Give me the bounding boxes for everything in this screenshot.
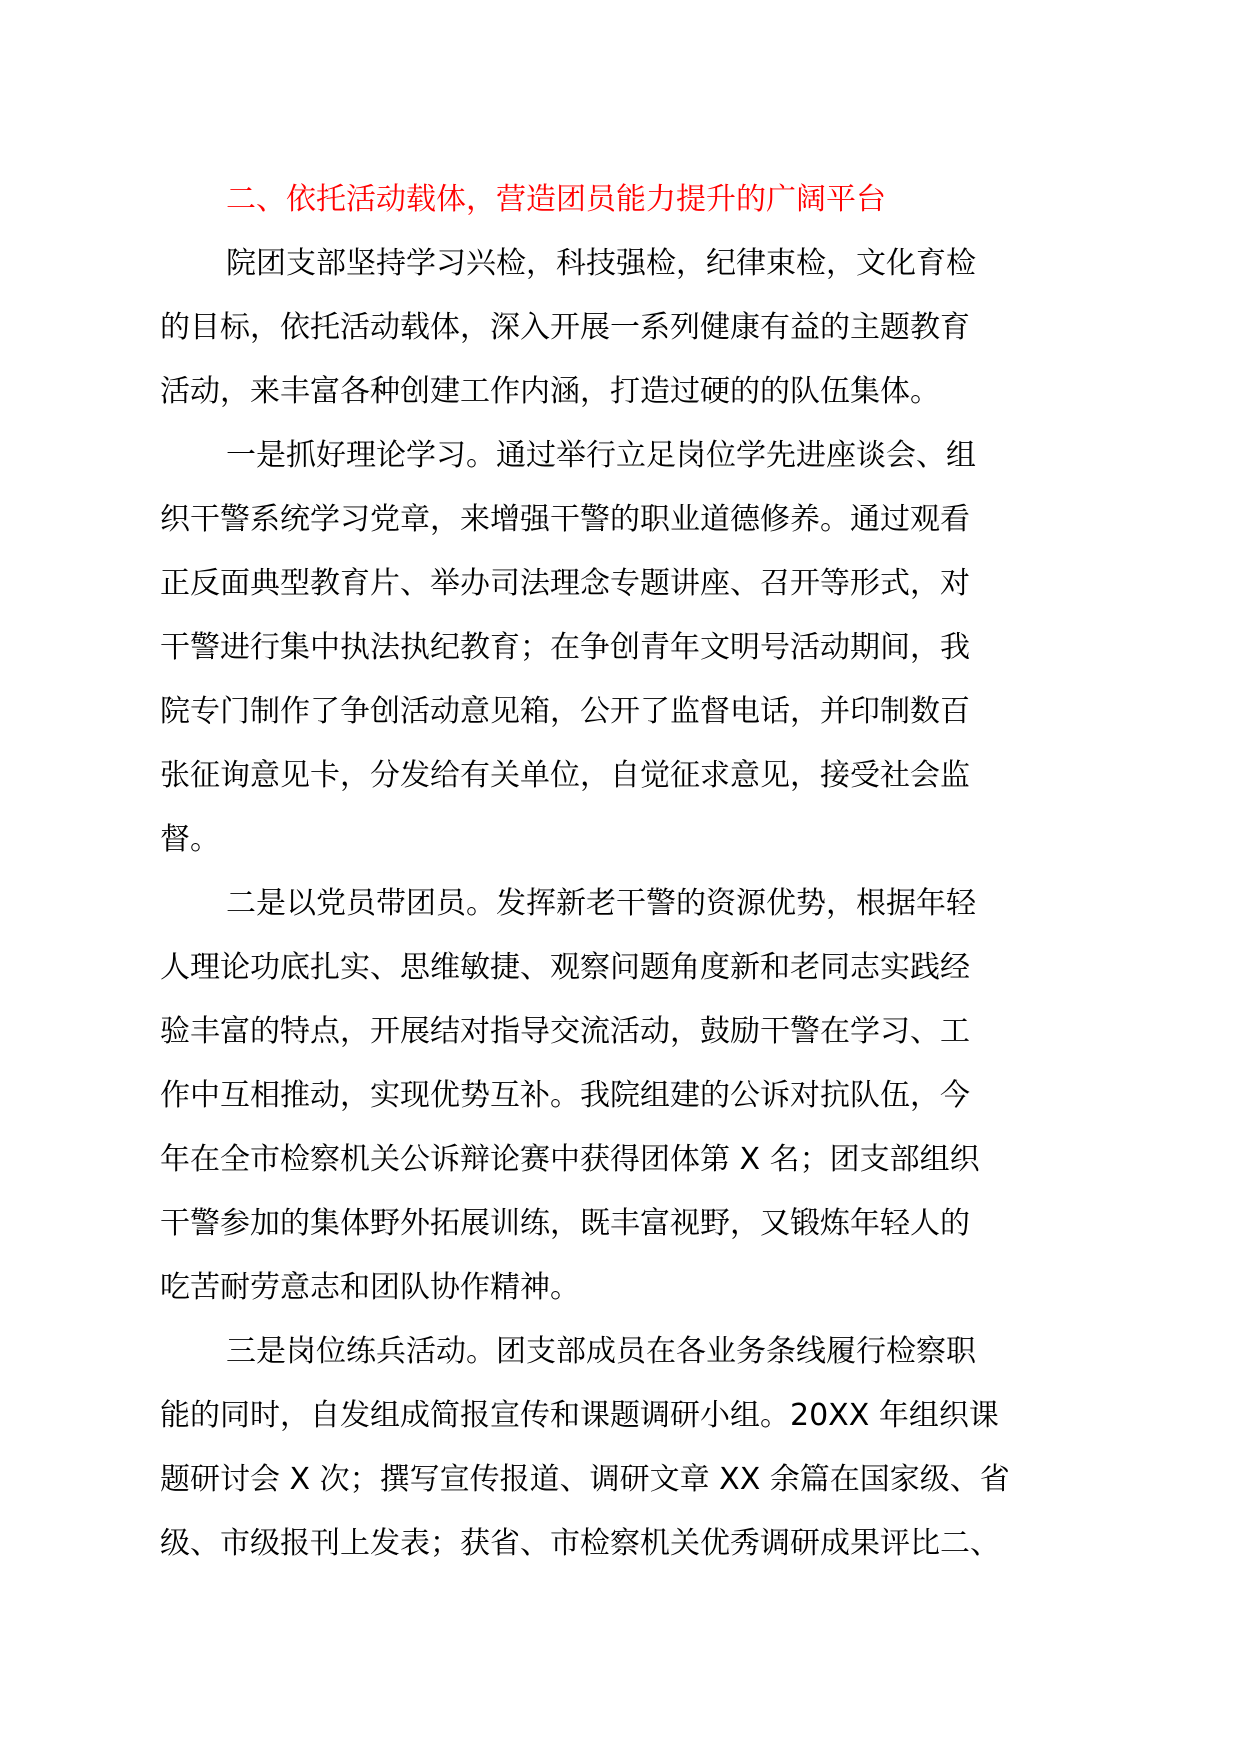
- paragraph-line: 督。: [160, 822, 220, 857]
- paragraph-line: 干警参加的集体野外拓展训练，既丰富视野，又锻炼年轻人的: [160, 1206, 970, 1241]
- paragraph-line: 能的同时，自发组成简报宣传和课题调研小组。20XX 年组织课: [160, 1398, 999, 1433]
- paragraph-line: 活动，来丰富各种创建工作内涵，打造过硬的的队伍集体。: [160, 374, 940, 409]
- document-body: [160, 168, 1090, 1576]
- paragraph-line: 织干警系统学习党章，来增强干警的职业道德修养。通过观看: [160, 502, 970, 537]
- paragraph-line: 院团支部坚持学习兴检，科技强检，纪律束检，文化育检: [226, 246, 976, 281]
- paragraph-line: 题研讨会 X 次；撰写宣传报道、调研文章 XX 余篇在国家级、省: [160, 1462, 1010, 1497]
- paragraph-line: 年在全市检察机关公诉辩论赛中获得团体第 X 名；团支部组织: [160, 1142, 980, 1177]
- paragraph-line: 正反面典型教育片、举办司法理念专题讲座、召开等形式，对: [160, 566, 970, 601]
- paragraph-intro: [160, 232, 1090, 424]
- paragraph-line: 张征询意见卡，分发给有关单位，自觉征求意见，接受社会监: [160, 758, 970, 793]
- paragraph-line: 三是岗位练兵活动。团支部成员在各业务条线履行检察职: [226, 1334, 976, 1369]
- paragraph-line: 人理论功底扎实、思维敏捷、观察问题角度新和老同志实践经: [160, 950, 970, 985]
- paragraph-line: 的目标，依托活动载体，深入开展一系列健康有益的主题教育: [160, 310, 970, 345]
- paragraph-line: 作中互相推动，实现优势互补。我院组建的公诉对抗队伍，今: [160, 1078, 970, 1113]
- paragraph-theory-study: [160, 424, 1090, 872]
- paragraph-line: 级、市级报刊上发表；获省、市检察机关优秀调研成果评比二、: [160, 1526, 1000, 1561]
- paragraph-line: 干警进行集中执法执纪教育；在争创青年文明号活动期间，我: [160, 630, 970, 665]
- paragraph-line: 二是以党员带团员。发挥新老干警的资源优势，根据年轻: [226, 886, 976, 921]
- paragraph-line: 一是抓好理论学习。通过举行立足岗位学先进座谈会、组: [226, 438, 976, 473]
- section-heading: 二、依托活动载体，营造团员能力提升的广阔平台: [226, 182, 886, 217]
- paragraph-party-members: [160, 872, 1090, 1320]
- paragraph-line: 验丰富的特点，开展结对指导交流活动，鼓励干警在学习、工: [160, 1014, 970, 1049]
- paragraph-job-training: [160, 1320, 1090, 1576]
- paragraph-line: 院专门制作了争创活动意见箱，公开了监督电话，并印制数百: [160, 694, 970, 729]
- paragraph-line: 吃苦耐劳意志和团队协作精神。: [160, 1270, 580, 1305]
